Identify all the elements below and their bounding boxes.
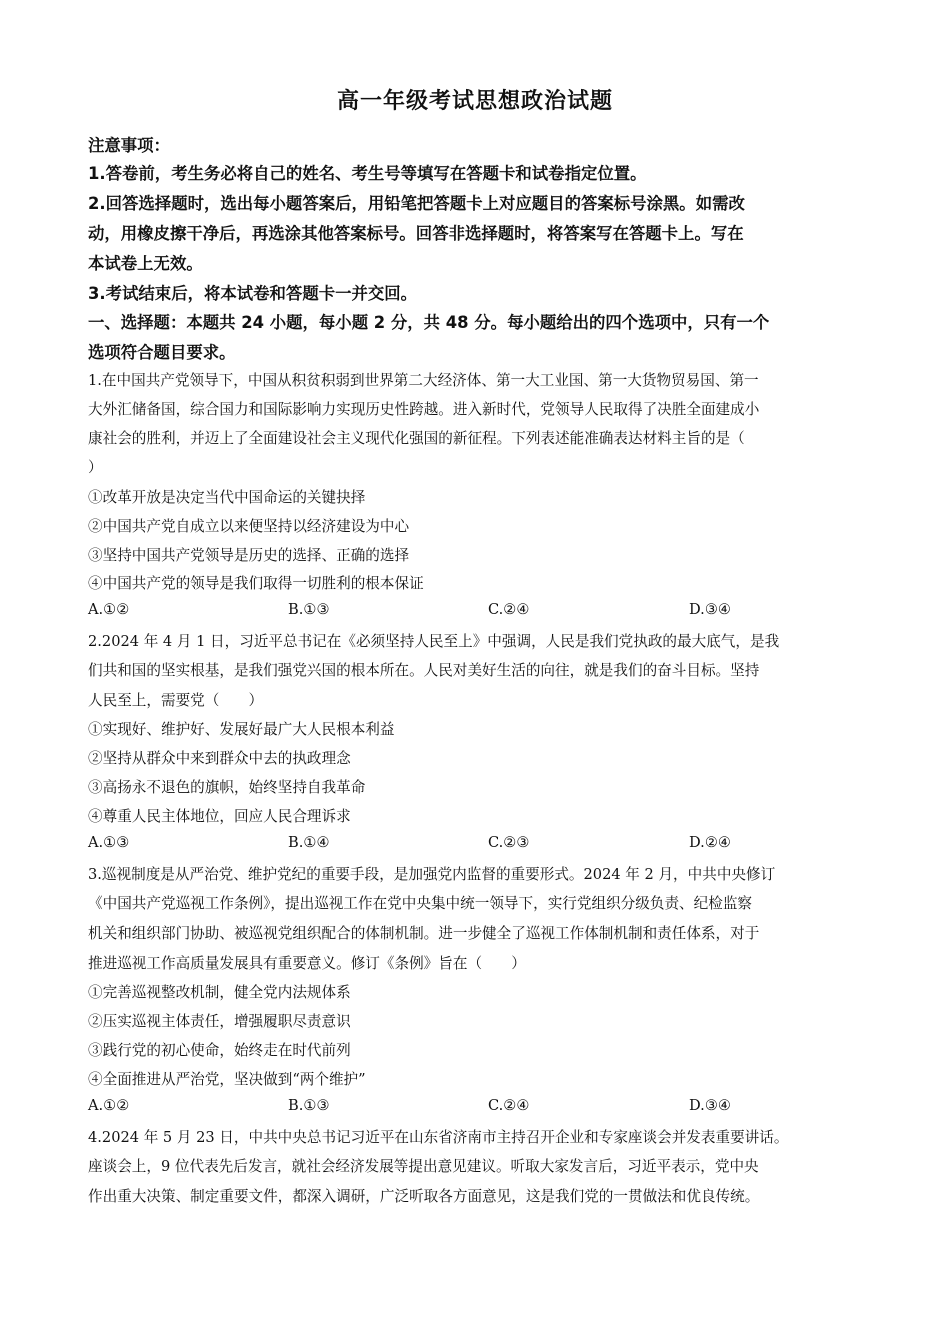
question-stem-line: 作出重大决策、制定重要文件，都深入调研，广泛听取各方面意见，这是我们党的一贯做法和优良传统。 <box>88 1188 760 1205</box>
statement-item: ①改革开放是决定当代中国命运的关键抉择 <box>88 489 366 506</box>
note-line: 3.考试结束后，将本试卷和答题卡一并交回。 <box>88 284 418 303</box>
question-stem-line: 康社会的胜利，并迈上了全面建设社会主义现代化强国的新征程。下列表述能准确表达材料主旨的是（ <box>88 430 745 447</box>
statement-item: ②压实巡视主体责任，增强履职尽责意识 <box>88 1013 351 1030</box>
option-b: B.①③ <box>288 1097 330 1114</box>
statement-item: ④中国共产党的领导是我们取得一切胜利的根本保证 <box>88 575 424 592</box>
question-stem-line: 推进巡视工作高质量发展具有重要意义。修订《条例》旨在（ ） <box>88 955 526 972</box>
note-line: 2.回答选择题时，选出每小题答案后，用铅笔把答题卡上对应题目的答案标号涂黑。如需改 <box>88 194 745 213</box>
question-stem-line: 2.2024 年 4 月 1 日，习近平总书记在《必须坚持人民至上》中强调，人民是我们党执政的最大底气，是我 <box>88 633 780 650</box>
question-stem-line: 《中国共产党巡视工作条例》，提出巡视工作在党中央集中统一领导下，实行党组织分级负责、纪检监察 <box>88 895 753 912</box>
question-stem-line: 人民至上，需要党（ ） <box>88 692 264 709</box>
option-a: A.①② <box>88 1097 130 1114</box>
statement-item: ②坚持从群众中来到群众中去的执政理念 <box>88 750 351 767</box>
statement-item: ③高扬永不退色的旗帜，始终坚持自我革命 <box>88 779 366 796</box>
statement-item: ①完善巡视整改机制，健全党内法规体系 <box>88 984 351 1001</box>
section-heading: 一、选择题：本题共 24 小题，每小题 2 分，共 48 分。每小题给出的四个选项中，只有一个 <box>88 313 770 332</box>
option-b: B.①③ <box>288 601 330 618</box>
notes-heading: 注意事项： <box>88 136 170 155</box>
option-d: D.③④ <box>689 601 731 618</box>
option-c: C.②④ <box>488 1097 530 1114</box>
question-stem-line: 3.巡视制度是从严治党、维护党纪的重要手段，是加强党内监督的重要形式。2024 年 2 月，中共中央修订 <box>88 866 776 883</box>
option-a: A.①② <box>88 601 130 618</box>
option-c: C.②③ <box>488 834 530 851</box>
page-title: 高一年级考试思想政治试题 <box>336 89 613 114</box>
note-line: 本试卷上无效。 <box>88 254 203 273</box>
statement-item: ③践行党的初心使命，始终走在时代前列 <box>88 1042 351 1059</box>
statement-item: ①实现好、维护好、发展好最广大人民根本利益 <box>88 721 395 738</box>
option-d: D.②④ <box>689 834 731 851</box>
statement-item: ④尊重人民主体地位，回应人民合理诉求 <box>88 808 351 825</box>
question-stem-line: 1.在中国共产党领导下，中国从积贫积弱到世界第二大经济体、第一大工业国、第一大货物贸易国、第一 <box>88 372 759 389</box>
question-stem-line: 机关和组织部门协助、被巡视党组织配合的体制机制。进一步健全了巡视工作体制机制和责任体系，对于 <box>88 925 760 942</box>
option-a: A.①③ <box>88 834 130 851</box>
option-b: B.①④ <box>288 834 330 851</box>
question-stem-line: 们共和国的坚实根基，是我们强党兴国的根本所在。人民对美好生活的向往，就是我们的奋斗目标。坚持 <box>88 662 760 679</box>
note-line: 动，用橡皮擦干净后，再选涂其他答案标号。回答非选择题时，将答案写在答题卡上。写在 <box>88 224 744 243</box>
statement-item: ③坚持中国共产党领导是历史的选择、正确的选择 <box>88 547 410 564</box>
question-stem-line: 4.2024 年 5 月 23 日，中共中央总书记习近平在山东省济南市主持召开企业和专家座谈会并发表重要讲话。 <box>88 1129 789 1146</box>
option-c: C.②④ <box>488 601 530 618</box>
question-stem-line: ） <box>88 459 103 476</box>
note-line: 1.答卷前，考生务必将自己的姓名、考生号等填写在答题卡和试卷指定位置。 <box>88 164 647 183</box>
statement-item: ②中国共产党自成立以来便坚持以经济建设为中心 <box>88 518 410 535</box>
option-d: D.③④ <box>689 1097 731 1114</box>
question-stem-line: 大外汇储备国，综合国力和国际影响力实现历史性跨越。进入新时代，党领导人民取得了决胜全面建成小 <box>88 401 760 418</box>
section-heading: 选项符合题目要求。 <box>88 343 236 362</box>
question-stem-line: 座谈会上，9 位代表先后发言，就社会经济发展等提出意见建议。听取大家发言后，习近平表示，党中央 <box>88 1158 759 1175</box>
statement-item: ④全面推进从严治党，坚决做到“两个维护” <box>88 1071 366 1088</box>
